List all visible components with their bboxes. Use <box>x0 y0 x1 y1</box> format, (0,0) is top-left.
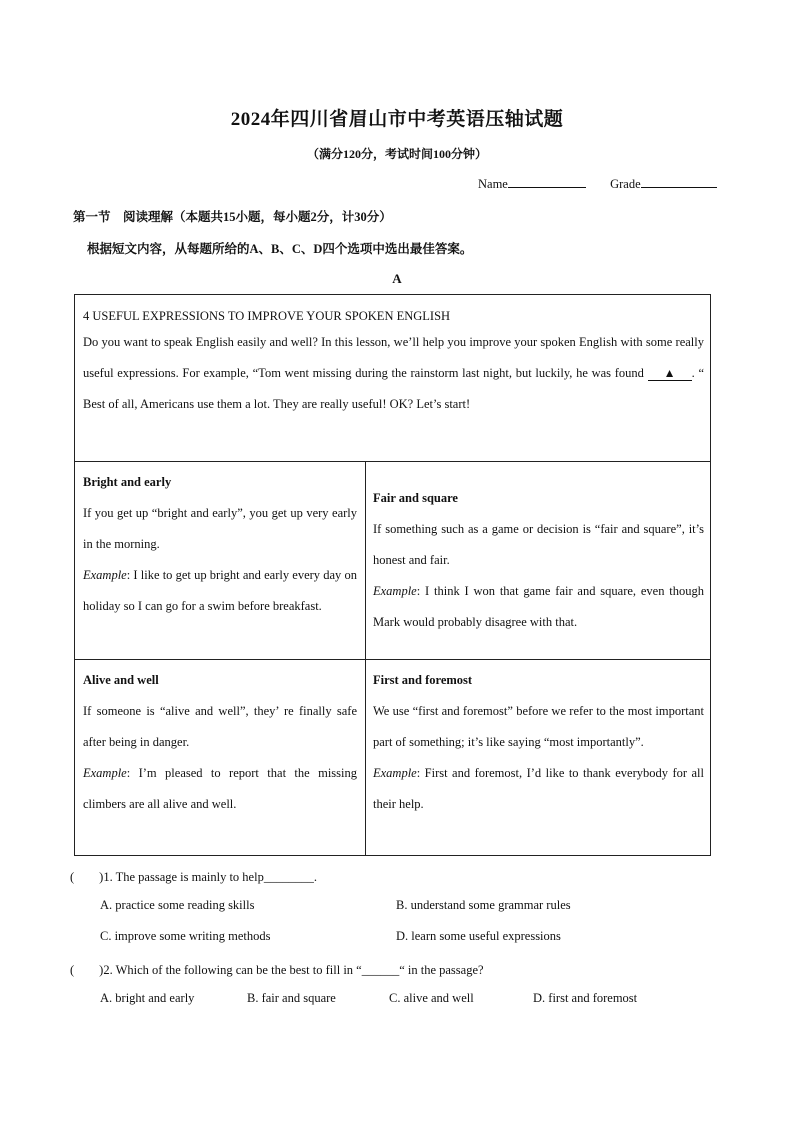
expression-title: First and foremost <box>373 673 473 687</box>
question-1-option-d[interactable]: D. learn some useful expressions <box>396 929 561 943</box>
question-2-option-b[interactable]: B. fair and square <box>247 991 336 1005</box>
intro-text-part1: Do you want to speak English easily and well? In this lesson, we’ll help you improve your spoken English with some really useful expressions. For example, “Tom went missing during the rainstorm last night, but luckily, he was found <box>83 335 704 380</box>
expression-example: : I like to get up bright and early every day on holiday so I can go for a swim before breakfast. <box>83 568 357 613</box>
expression-title: Alive and well <box>83 673 159 687</box>
name-blank[interactable] <box>508 176 586 188</box>
question-1-option-a[interactable]: A. practice some reading skills <box>100 898 255 912</box>
exam-title: 2024年四川省眉山市中考英语压轴试题 <box>230 109 564 130</box>
example-label: Example <box>373 766 417 780</box>
expression-example: : First and foremost, I’d like to thank everybody for all their help. <box>373 766 704 811</box>
answer-bracket[interactable]: ( ) <box>70 963 104 977</box>
table-divider-vertical <box>365 461 366 855</box>
name-grade-row <box>478 176 717 192</box>
question-1-option-c[interactable]: C. improve some writing methods <box>100 929 271 943</box>
example-label: Example <box>83 766 127 780</box>
answer-blank <box>648 366 692 381</box>
expression-example: : I think I won that game fair and square, even though Mark would probably disagree with that. <box>373 584 704 629</box>
expression-title: Fair and square <box>373 491 458 505</box>
table-divider-top <box>75 461 710 462</box>
expression-definition: If you get up “bright and early”, you get up very early in the morning. <box>83 506 357 551</box>
passage-intro <box>83 305 704 420</box>
passage-letter: A <box>392 271 402 286</box>
example-label: Example <box>83 568 127 582</box>
passage-heading: 4 USEFUL EXPRESSIONS TO IMPROVE YOUR SPOKEN ENGLISH <box>83 309 451 323</box>
grade-label: Grade <box>610 177 641 191</box>
expression-definition: If something such as a game or decision is “fair and square”, it’s honest and fair. <box>373 522 704 567</box>
expression-definition: We use “first and foremost” before we refer to the most important part of something; it’s like saying “most importantly”. <box>373 704 704 749</box>
expression-cell-first-and-foremost <box>373 665 704 820</box>
question-2-option-c[interactable]: C. alive and well <box>389 991 474 1005</box>
expression-example: : I’m pleased to report that the missing climbers are all alive and well. <box>83 766 357 811</box>
question-stem: 2. Which of the following can be the best to fill in “______“ in the passage? <box>103 963 484 977</box>
expression-cell-bright-and-early <box>83 467 357 622</box>
expression-definition: If someone is “alive and well”, they’ re finally safe after being in danger. <box>83 704 357 749</box>
grade-blank[interactable] <box>641 176 717 188</box>
answer-bracket[interactable]: ( ) <box>70 870 104 884</box>
example-label: Example <box>373 584 417 598</box>
question-2-option-a[interactable]: A. bright and early <box>100 991 195 1005</box>
section-instruction: 根据短文内容，从每题所给的A、B、C、D四个选项中选出最佳答案。 <box>87 242 473 256</box>
section-title: 第一节 阅读理解（本题共15小题，每小题2分，计30分） <box>73 210 392 224</box>
exam-subtitle: （满分120分，考试时间100分钟） <box>306 147 487 161</box>
intro-text-part2: . “ Best of all, Americans use them a lot. They are really useful! OK? Let’s start! <box>83 366 704 411</box>
question-1-option-b[interactable]: B. understand some grammar rules <box>396 898 571 912</box>
expression-cell-fair-and-square <box>373 483 704 638</box>
table-divider-middle <box>75 659 710 660</box>
question-2-option-d[interactable]: D. first and foremost <box>533 991 638 1005</box>
expression-cell-alive-and-well <box>83 665 357 820</box>
triangle-marker-icon: ▲ <box>663 366 676 380</box>
name-label: Name <box>478 177 508 191</box>
question-2 <box>70 960 484 978</box>
passage-box <box>74 294 711 856</box>
expression-title: Bright and early <box>83 475 172 489</box>
question-stem: 1. The passage is mainly to help________. <box>103 870 317 884</box>
question-1 <box>70 867 317 885</box>
